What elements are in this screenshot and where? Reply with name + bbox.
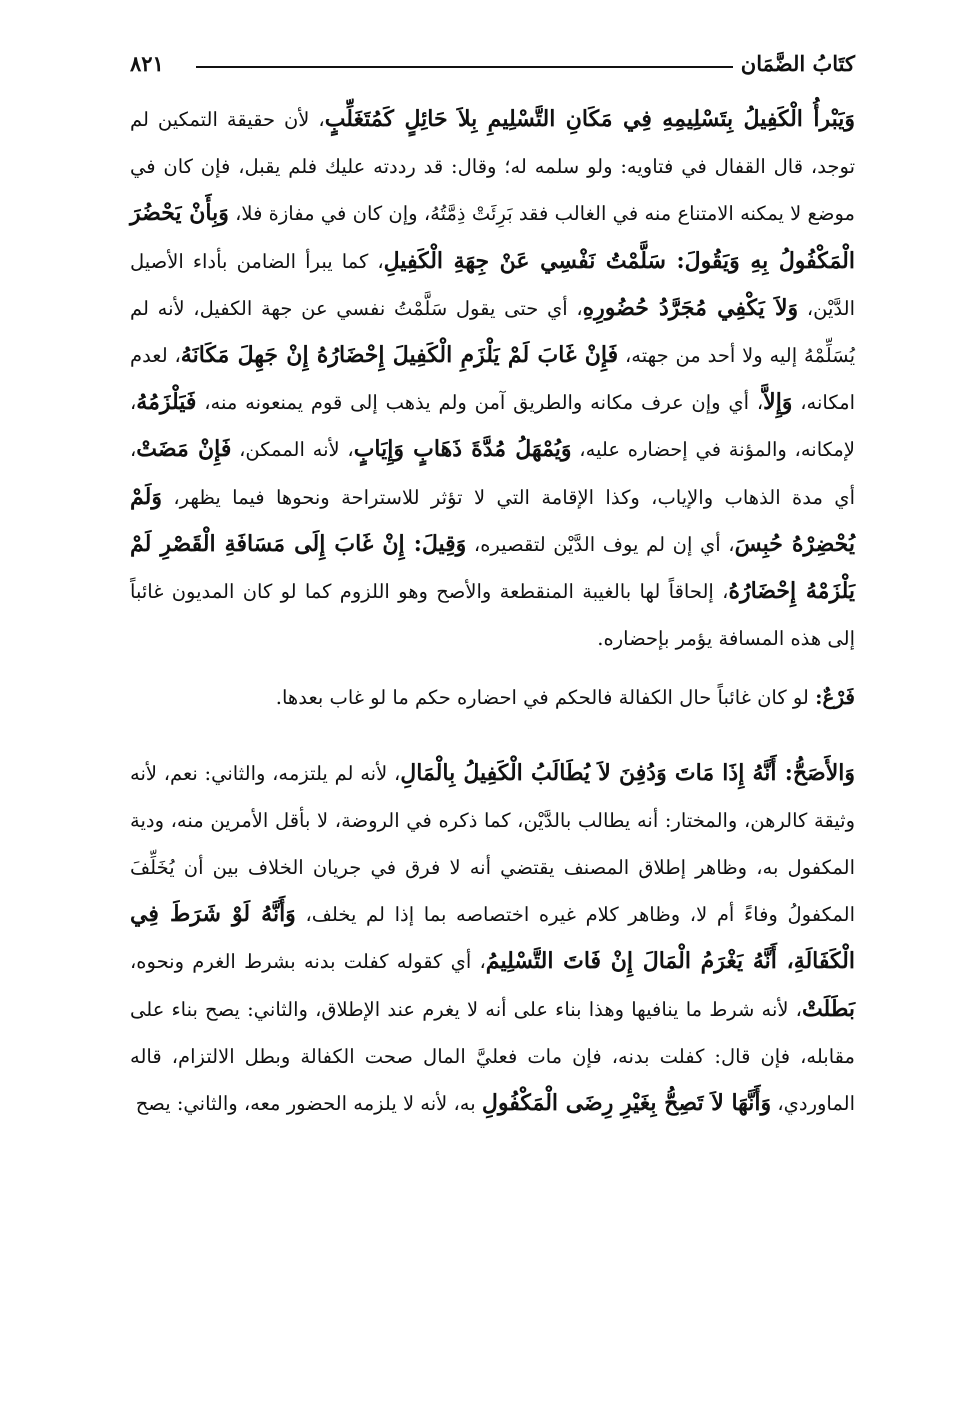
matn-text: وَأَنَّهَا لاَ تَصِحُّ بِغَيْرِ رِضَى الْمَكْفُولِ bbox=[481, 1090, 772, 1117]
matn-text: فَإِنْ غَابَ لَمْ يَلْزَمِ الْكَفِيلَ إِحْضَارُهُ إِنْ جَهِلَ مَكَانَهُ bbox=[180, 342, 619, 369]
page-header bbox=[130, 44, 855, 78]
commentary-text: ، إلحاقاً لها بالغيبة المنقطعة والأصح وهو اللزوم كما لو كان المديون غائباً إلى هذه المسافة يؤمر بإحضاره. bbox=[130, 580, 855, 651]
paragraph-release-of-guarantor bbox=[130, 96, 855, 662]
commentary-text: به، لأنه لا يلزمه الحضور معه، والثاني: يصح bbox=[135, 1092, 482, 1116]
commentary-text: ، أي مدة الذهاب والإياب، وكذا الإقامة التي لا تؤثر للاستراحة ونحوها فيما يظهر، bbox=[130, 438, 855, 509]
commentary-text: ، لعدم امكانه، bbox=[130, 344, 855, 415]
commentary-text: ، لإمكانه، والمؤنة في إحضاره عليه، bbox=[130, 391, 855, 462]
commentary-text: ، كما يبرأ الضامن بأداء الأصيل الدَّيْن، bbox=[130, 249, 855, 320]
commentary-text: ، لأنه شرط ما ينافيها وهذا بناء على أنه لا يغرم عند الإطلاق، والثاني: يصح بناء على مقابله، فإن قال: كفلت بدنه، فإن مات فعليَّ المال صحت الكفالة وبطل الالتزام، قاله الماوردي، bbox=[130, 997, 855, 1116]
matn-text: وَلَمْ يُحْضِرْهُ حُبِسَ bbox=[130, 483, 856, 557]
matn-text: وَلاَ يَكْفِي مُجَرَّدُ حُضُورِهِ bbox=[582, 294, 799, 321]
matn-text: وَالأَصَحُّ: أَنَّهُ إِذَا مَاتَ وَدُفِنَ لاَ يُطَالَبُ الْكَفِيلُ بِالْمَالِ bbox=[400, 759, 855, 786]
matn-text: وَيُمْهَلُ مُدَّةَ ذَهَابٍ وَإِيَابٍ bbox=[353, 436, 572, 463]
matn-text: وَيَبْرأُ الْكَفِيلُ بِتَسْلِيمِهِ فِي مَكَانِ التَّسْلِيمِ بِلاَ حَائِلٍ كَمُتَغَلِّبٍ bbox=[324, 106, 855, 132]
commentary-text: لو كان غائباً حال الكفالة فالحكم في احضاره حكم ما لو غاب بعدها. bbox=[275, 686, 816, 710]
commentary-text: ، أي إن لم يوف الدَّيْن لتقصيره، bbox=[466, 532, 735, 556]
commentary-text: ، لأنه الممكن، bbox=[231, 438, 354, 462]
page-number: ٨٢١ bbox=[130, 51, 164, 76]
commentary-text: ، أي وإن عرف مكانه والطريق آمن ولم يذهب إلى قوم يمنعونه منه، bbox=[196, 391, 764, 415]
header-rule bbox=[196, 66, 733, 68]
matn-text: وَإِلاَّ bbox=[763, 389, 793, 416]
paragraph-far-note bbox=[130, 674, 855, 721]
matn-text: فَإِنْ مَضَتْ bbox=[136, 436, 232, 463]
matn-text: بَطَلَتْ bbox=[801, 995, 855, 1022]
page-body bbox=[130, 96, 855, 1127]
paragraph-death-of-guaranteed bbox=[130, 750, 855, 1128]
matn-text: وَقِيلَ: إِنْ غَابَ إِلَى مَسَافَةِ الْقَصْرِ لَمْ يَلْزَمْهُ إِحْضَارُهُ bbox=[130, 530, 855, 605]
commentary-text: ، أي حتى يقول سَلَّمْتُ نفسي عن جهة الكفيل، لأنه لم يُسَلِّمْهُ إليه ولا أحد من جهته، bbox=[130, 296, 856, 368]
commentary-text: ، لأنه لم يلتزمه، والثاني: نعم، لأنه وثيقة كالرهن، والمختار: أنه يطالب بالدَّيْن، كما ذكره في الروضة، لا بأقل الأمرين منه، ودية المكفول به، وظاهر إطلاق المصنف يقتضي أنه لا فرق في جريان الخلاف بين أن يُخَلِّفَ المكفولُ وفاءً أم لا، وظاهر كلام غيره اختصاصه بما إذا لم يخلف، bbox=[130, 761, 855, 927]
commentary-text: ، لأن حقيقة التمكين لم توجد، قال القفال في فتاويه: ولو سلمه له؛ وقال: قد رددته عليك فلم يقبل، فإن كان في موضع لا يمكنه الامتناع منه في الغالب فقد بَرِئَتْ ذِمَّتُهُ، وإن كان في مفازة فلا، bbox=[130, 108, 855, 226]
matn-text: فَيَلْزَمُهُ bbox=[136, 389, 197, 416]
chapter-title: كتَابُ الضَّمَان bbox=[740, 51, 855, 76]
matn-text: وَأَنَّهُ لَوْ شَرَطَ فِي الْكَفَالَةِ، أَنَّهُ يَغْرَمُ الْمَالَ إِنْ فَاتَ التَّسْلِيمُ bbox=[130, 901, 855, 975]
matn-text: وَبِأَنْ يَحْضُرَ الْمَكْفُولُ بِهِ وَيَقُولَ: سَلَّمْتُ نَفْسِي عَنْ جِهَةِ الْكَفِيلِ bbox=[130, 200, 855, 274]
far-label: فَرْعٌ: bbox=[815, 685, 855, 710]
commentary-text: ، أي كقوله كفلت بدنه بشرط الغرم ونحوه، bbox=[130, 950, 486, 974]
